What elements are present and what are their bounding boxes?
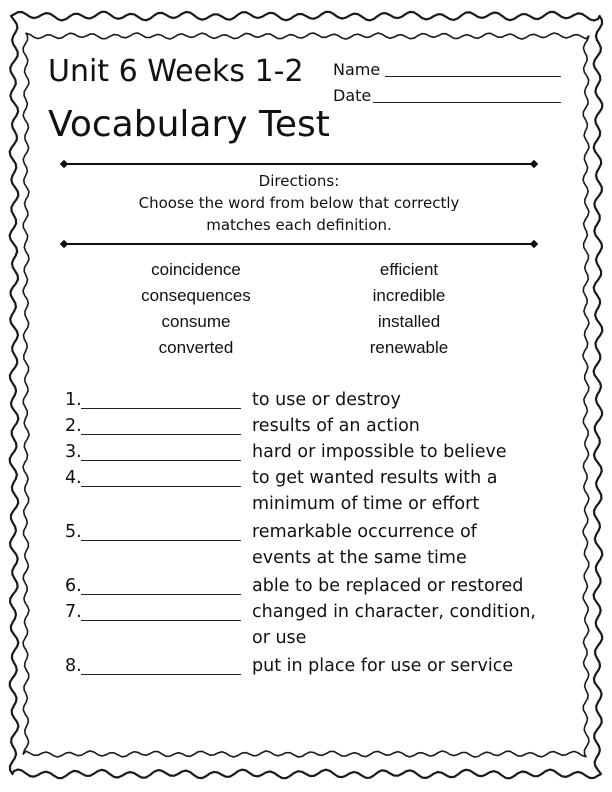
question-number: 1. (65, 390, 82, 410)
answer-blank[interactable] (81, 408, 241, 409)
directions-text-line-1: Choose the word from below that correctly (138, 194, 460, 212)
word-bank-item: consequences (141, 286, 251, 305)
question-number: 2. (65, 416, 82, 436)
question-definition-cont: or use (252, 628, 307, 648)
question-number: 3. (65, 442, 82, 462)
question-definition: put in place for use or service (252, 656, 514, 676)
word-bank-item: installed (377, 312, 441, 331)
question-definition: hard or impossible to believe (252, 442, 507, 462)
answer-blank[interactable] (81, 540, 241, 541)
question-definition: results of an action (252, 416, 420, 436)
answer-blank[interactable] (81, 620, 241, 621)
answer-blank[interactable] (81, 674, 241, 675)
name-field[interactable] (333, 60, 380, 79)
answer-blank[interactable] (81, 434, 241, 435)
question-definition: remarkable occurrence of (252, 522, 477, 542)
date-blank-line[interactable] (373, 102, 561, 103)
answer-blank[interactable] (81, 594, 241, 595)
name-label: Name (333, 60, 381, 79)
directions-heading: Directions: (258, 172, 340, 190)
question-number: 4. (65, 468, 82, 488)
question-definition: able to be replaced or restored (252, 576, 524, 596)
answer-blank[interactable] (81, 460, 241, 461)
date-label: Date (333, 86, 372, 105)
date-field[interactable] (333, 86, 371, 105)
divider-bottom (64, 243, 534, 245)
divider-top (64, 163, 534, 165)
question-definition: changed in character, condition, (252, 602, 536, 622)
word-bank-item: coincidence (151, 260, 241, 279)
word-bank-item: consume (161, 312, 231, 331)
word-bank-item: efficient (379, 260, 439, 279)
word-bank-item: converted (158, 338, 234, 357)
question-definition: to use or destroy (252, 390, 401, 410)
directions-text-line-2: matches each definition. (206, 216, 392, 234)
directions-text (64, 192, 534, 236)
question-number: 8. (65, 656, 82, 676)
page-title-line-2: Vocabulary Test (48, 104, 330, 145)
question-definition-cont: minimum of time or effort (252, 494, 480, 514)
name-blank-line[interactable] (385, 76, 561, 77)
word-bank-item: renewable (369, 338, 449, 357)
page-title-line-1: Unit 6 Weeks 1-2 (48, 54, 304, 89)
question-number: 6. (65, 576, 82, 596)
word-bank-item: incredible (372, 286, 446, 305)
question-number: 7. (65, 602, 82, 622)
question-definition: to get wanted results with a (252, 468, 498, 488)
question-definition-cont: events at the same time (252, 548, 467, 568)
question-number: 5. (65, 522, 82, 542)
answer-blank[interactable] (81, 486, 241, 487)
